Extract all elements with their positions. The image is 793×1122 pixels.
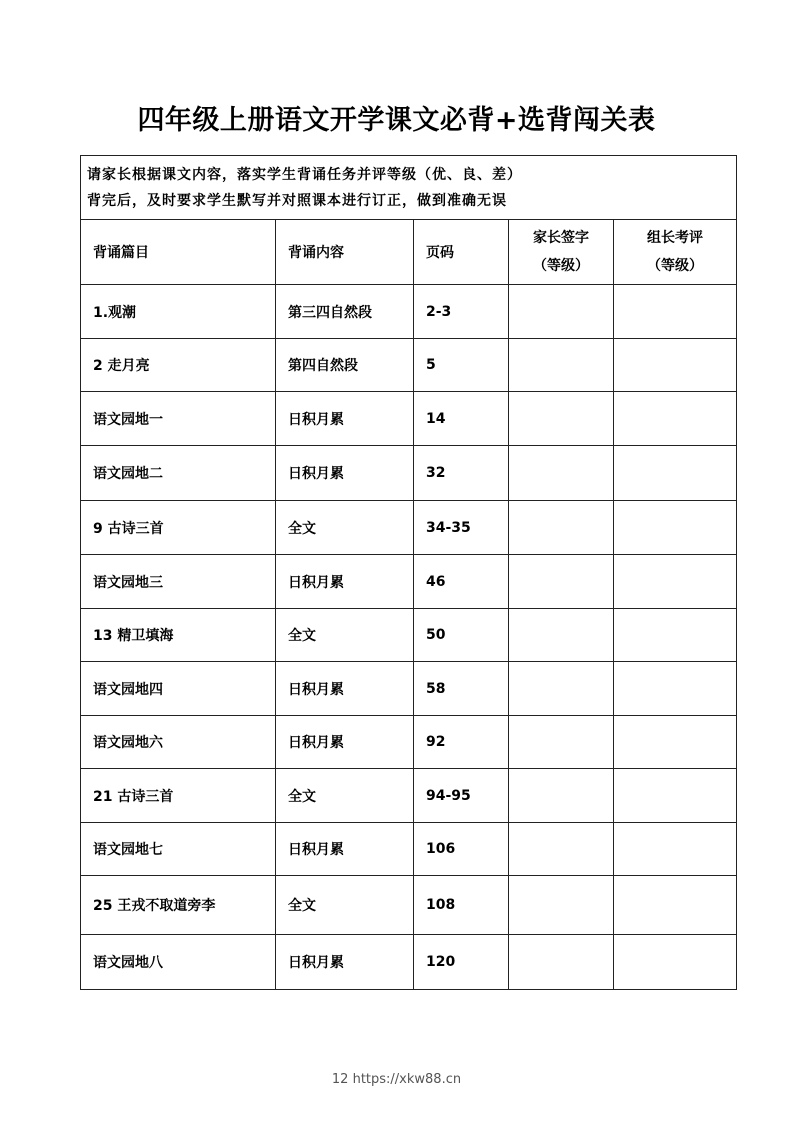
page-title: 四年级上册语文开学课文必背+选背闯关表 bbox=[137, 105, 656, 136]
cell-content: 日积月累 bbox=[276, 392, 414, 446]
table-row bbox=[81, 662, 737, 716]
header-line: （等级） bbox=[533, 258, 589, 274]
cell-content: 全文 bbox=[276, 501, 414, 555]
table-row bbox=[81, 446, 737, 501]
table-row bbox=[81, 339, 737, 392]
table-row bbox=[81, 769, 737, 823]
cell-parent-sign[interactable] bbox=[509, 285, 614, 339]
table-row bbox=[81, 716, 737, 769]
cell-leader-eval[interactable] bbox=[614, 339, 737, 392]
cell-page: 106 bbox=[414, 823, 509, 876]
cell-content: 日积月累 bbox=[276, 555, 414, 609]
cell-content: 日积月累 bbox=[276, 662, 414, 716]
cell-page: 2-3 bbox=[414, 285, 509, 339]
cell-page: 92 bbox=[414, 716, 509, 769]
cell-leader-eval[interactable] bbox=[614, 446, 737, 501]
cell-leader-eval[interactable] bbox=[614, 285, 737, 339]
cell-parent-sign[interactable] bbox=[509, 609, 614, 662]
cell-leader-eval[interactable] bbox=[614, 609, 737, 662]
cell-leader-eval[interactable] bbox=[614, 716, 737, 769]
cell-parent-sign[interactable] bbox=[509, 823, 614, 876]
cell-page: 5 bbox=[414, 339, 509, 392]
cell-leader-eval[interactable] bbox=[614, 662, 737, 716]
cell-title: 语文园地三 bbox=[81, 555, 276, 609]
cell-content: 全文 bbox=[276, 876, 414, 935]
cell-page: 50 bbox=[414, 609, 509, 662]
table-row bbox=[81, 609, 737, 662]
header-content: 背诵内容 bbox=[276, 220, 414, 285]
cell-content: 日积月累 bbox=[276, 823, 414, 876]
instruction-line: 背完后，及时要求学生默写并对照课本进行订正，做到准确无误 bbox=[87, 192, 507, 209]
table-row bbox=[81, 935, 737, 990]
cell-title: 语文园地四 bbox=[81, 662, 276, 716]
cell-title: 21 古诗三首 bbox=[81, 769, 276, 823]
cell-leader-eval[interactable] bbox=[614, 876, 737, 935]
recitation-table bbox=[80, 155, 737, 990]
instructions-row bbox=[81, 156, 737, 220]
cell-parent-sign[interactable] bbox=[509, 935, 614, 990]
instructions bbox=[81, 156, 737, 220]
cell-parent-sign[interactable] bbox=[509, 662, 614, 716]
cell-page: 120 bbox=[414, 935, 509, 990]
header-line: （等级） bbox=[647, 258, 704, 274]
table-row bbox=[81, 285, 737, 339]
cell-title: 2 走月亮 bbox=[81, 339, 276, 392]
cell-leader-eval[interactable] bbox=[614, 823, 737, 876]
cell-parent-sign[interactable] bbox=[509, 339, 614, 392]
table-row bbox=[81, 823, 737, 876]
cell-parent-sign[interactable] bbox=[509, 769, 614, 823]
cell-leader-eval[interactable] bbox=[614, 501, 737, 555]
footer: 12 https://xkw88.cn bbox=[331, 1072, 462, 1087]
cell-leader-eval[interactable] bbox=[614, 935, 737, 990]
cell-page: 14 bbox=[414, 392, 509, 446]
header-line: 组长考评 bbox=[647, 230, 704, 246]
cell-title: 语文园地七 bbox=[81, 823, 276, 876]
cell-title: 9 古诗三首 bbox=[81, 501, 276, 555]
instruction-line: 请家长根据课文内容，落实学生背诵任务并评等级（优、良、差） bbox=[87, 166, 522, 183]
header-title: 背诵篇目 bbox=[81, 220, 276, 285]
table-row bbox=[81, 555, 737, 609]
cell-content: 第三四自然段 bbox=[276, 285, 414, 339]
cell-content: 第四自然段 bbox=[276, 339, 414, 392]
cell-title: 25 王戎不取道旁李 bbox=[81, 876, 276, 935]
cell-title: 语文园地六 bbox=[81, 716, 276, 769]
cell-title: 语文园地八 bbox=[81, 935, 276, 990]
cell-parent-sign[interactable] bbox=[509, 392, 614, 446]
cell-parent-sign[interactable] bbox=[509, 716, 614, 769]
cell-content: 日积月累 bbox=[276, 446, 414, 501]
cell-content: 日积月累 bbox=[276, 935, 414, 990]
cell-content: 全文 bbox=[276, 609, 414, 662]
cell-title: 语文园地一 bbox=[81, 392, 276, 446]
header-page: 页码 bbox=[414, 220, 509, 285]
cell-content: 全文 bbox=[276, 769, 414, 823]
cell-page: 58 bbox=[414, 662, 509, 716]
cell-content: 日积月累 bbox=[276, 716, 414, 769]
cell-page: 94-95 bbox=[414, 769, 509, 823]
table-row bbox=[81, 392, 737, 446]
cell-parent-sign[interactable] bbox=[509, 501, 614, 555]
cell-page: 34-35 bbox=[414, 501, 509, 555]
cell-parent-sign[interactable] bbox=[509, 876, 614, 935]
table-row bbox=[81, 501, 737, 555]
cell-leader-eval[interactable] bbox=[614, 555, 737, 609]
cell-page: 108 bbox=[414, 876, 509, 935]
cell-title: 1.观潮 bbox=[81, 285, 276, 339]
cell-leader-eval[interactable] bbox=[614, 392, 737, 446]
header-parent-sign bbox=[509, 220, 614, 285]
header-line: 家长签字 bbox=[533, 230, 589, 246]
cell-leader-eval[interactable] bbox=[614, 769, 737, 823]
cell-title: 语文园地二 bbox=[81, 446, 276, 501]
cell-parent-sign[interactable] bbox=[509, 555, 614, 609]
cell-title: 13 精卫填海 bbox=[81, 609, 276, 662]
cell-page: 32 bbox=[414, 446, 509, 501]
header-leader-eval bbox=[614, 220, 737, 285]
table-row bbox=[81, 876, 737, 935]
cell-page: 46 bbox=[414, 555, 509, 609]
header-row bbox=[81, 220, 737, 285]
cell-parent-sign[interactable] bbox=[509, 446, 614, 501]
